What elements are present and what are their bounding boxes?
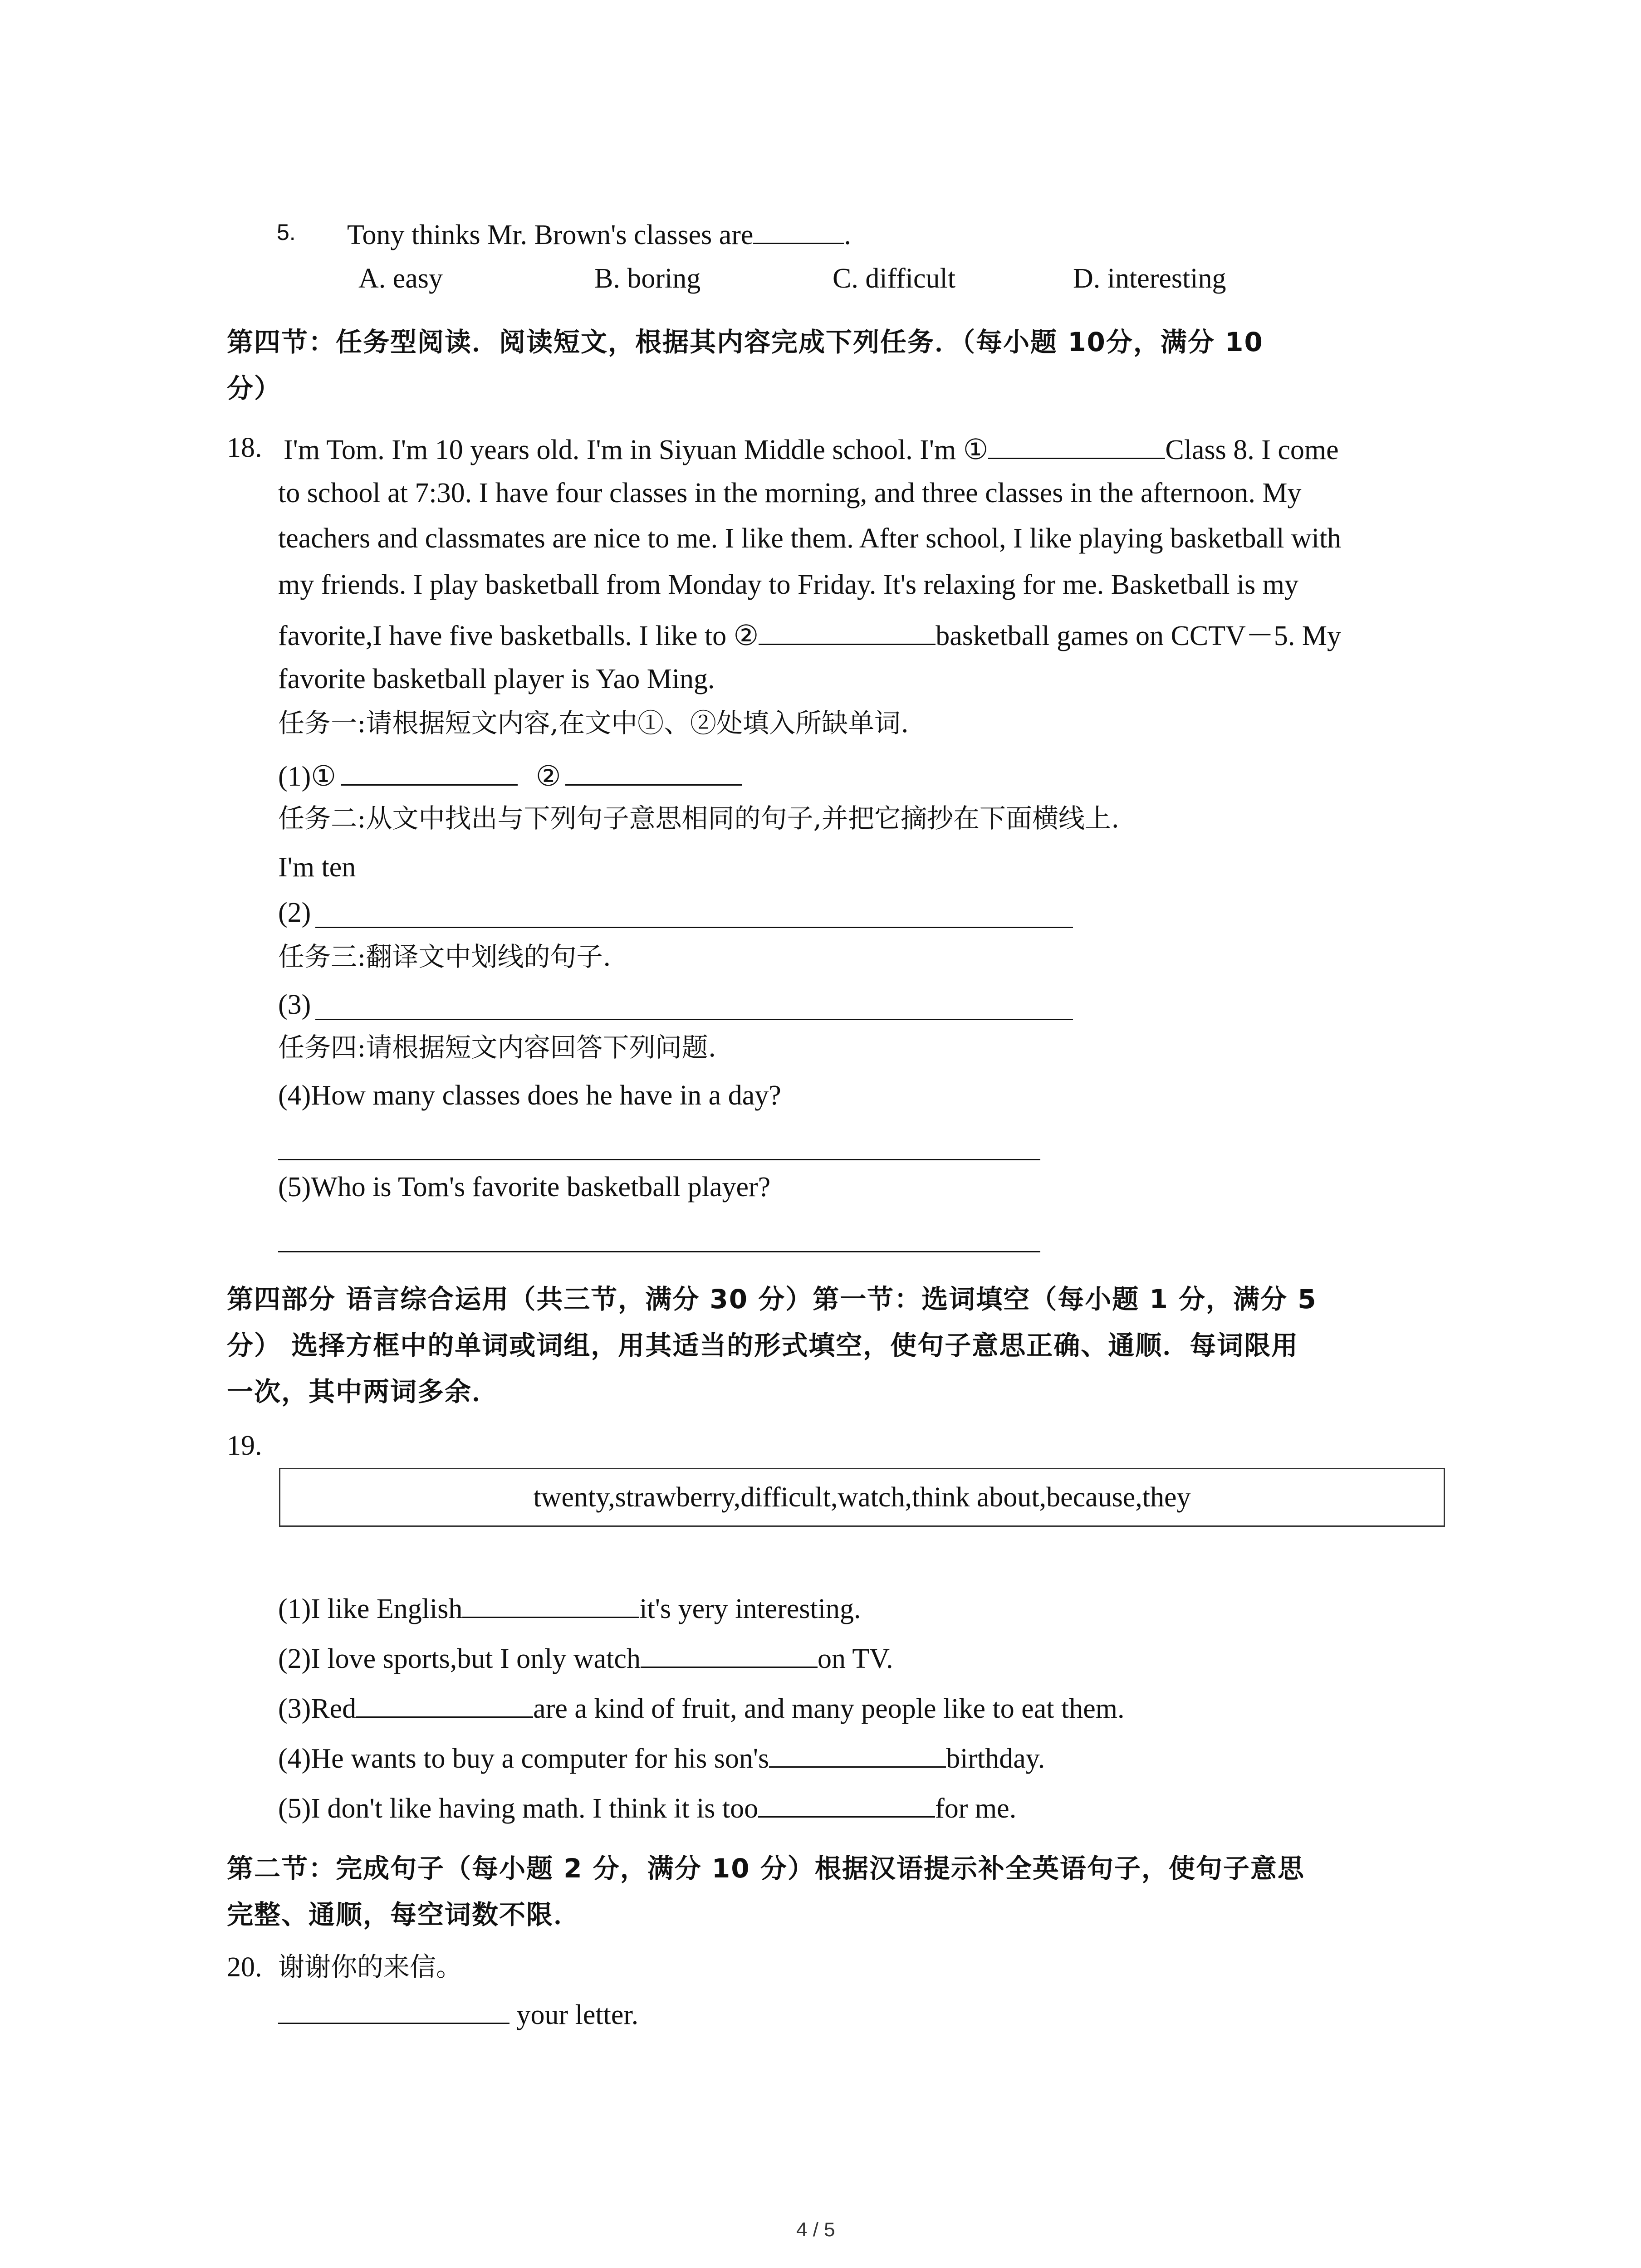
q19-item-4-text: (4)He wants to buy a computer for his son's bbox=[278, 1743, 769, 1774]
q5-number: 5. bbox=[277, 220, 296, 245]
q19-item-5 bbox=[278, 1789, 1016, 1825]
q19-item-3-blank[interactable] bbox=[356, 1690, 533, 1718]
q19-item-5-blank[interactable] bbox=[758, 1789, 935, 1818]
task4-question-4: (4)How many classes does he have in a day? bbox=[278, 1080, 781, 1111]
q18-passage-line5 bbox=[278, 617, 1341, 653]
task1-label-1: (1)① bbox=[278, 761, 336, 792]
task2-sentence: I'm ten bbox=[278, 852, 356, 883]
q19-item-2-end: on TV. bbox=[817, 1643, 893, 1674]
q5-option-a[interactable]: A. easy bbox=[358, 263, 443, 294]
q19-item-4 bbox=[278, 1740, 1045, 1775]
word-box bbox=[279, 1468, 1445, 1527]
q20-number: 20. bbox=[227, 1952, 262, 1983]
section4-heading-line1: 第四节：任务型阅读．阅读短文，根据其内容完成下列任务．（每小题 10分，满分 10 bbox=[227, 327, 1264, 357]
q19-item-2-text: (2)I love sports,but I only watch bbox=[278, 1643, 641, 1674]
blank-2[interactable] bbox=[759, 617, 936, 645]
task1-instruction: 任务一:请根据短文内容,在文中①、②处填入所缺单词. bbox=[278, 708, 909, 738]
q18-passage-line2: to school at 7:30. I have four classes in the morning, and three classes in the afternoon. My bbox=[278, 478, 1302, 508]
q19-item-4-blank[interactable] bbox=[769, 1740, 946, 1768]
task4-answer-line-4[interactable] bbox=[278, 1159, 1040, 1160]
task2-label: (2) bbox=[278, 897, 311, 928]
task3-answer-line[interactable] bbox=[315, 1019, 1073, 1020]
q18-number: 18. bbox=[227, 432, 262, 463]
q18-passage-line6: favorite basketball player is Yao Ming. bbox=[278, 664, 715, 694]
task4-instruction: 任务四:请根据短文内容回答下列问题. bbox=[278, 1032, 716, 1063]
q18-line1-end: Class 8. I come bbox=[1165, 434, 1339, 465]
q5-option-c[interactable]: C. difficult bbox=[833, 263, 955, 294]
task4-answer-line-5[interactable] bbox=[278, 1251, 1040, 1252]
task3-label: (3) bbox=[278, 989, 311, 1020]
section2-heading-line1: 第二节：完成句子（每小题 2 分，满分 10 分）根据汉语提示补全英语句子，使句子意思 bbox=[227, 1853, 1305, 1884]
q19-item-1-end: it's yery interesting. bbox=[639, 1593, 861, 1624]
q5-answer-blank[interactable] bbox=[753, 216, 844, 244]
q18-passage-line3: teachers and classmates are nice to me. I like them. After school, I like playing basketball with bbox=[278, 523, 1342, 554]
part4-heading-line3: 一次，其中两词多余． bbox=[227, 1376, 500, 1407]
section4-heading-line2: 分） bbox=[227, 373, 282, 404]
q18-line1-text: I'm Tom. I'm 10 years old. I'm in Siyuan Middle school. I'm ① bbox=[284, 434, 989, 465]
q5-stem bbox=[347, 216, 851, 252]
q19-item-2 bbox=[278, 1640, 893, 1676]
q18-line5-text: favorite,I have five basketballs. I like to ② bbox=[278, 620, 759, 651]
q19-item-3-text: (3)Red bbox=[278, 1693, 357, 1724]
task4-question-5: (5)Who is Tom's favorite basketball player? bbox=[278, 1172, 771, 1202]
task1-answers bbox=[278, 758, 742, 793]
q20-answer-line bbox=[278, 1996, 638, 2032]
q19-item-1 bbox=[278, 1590, 861, 1626]
q19-number: 19. bbox=[227, 1430, 262, 1461]
q5-option-b[interactable]: B. boring bbox=[594, 263, 701, 294]
q19-item-5-text: (5)I don't like having math. I think it is too bbox=[278, 1793, 759, 1824]
q19-item-1-blank[interactable] bbox=[462, 1590, 639, 1618]
task1-label-2: ② bbox=[535, 761, 561, 792]
word-box-text: twenty,strawberry,difficult,watch,think about,because,they bbox=[533, 1481, 1191, 1513]
task2-instruction: 任务二:从文中找出与下列句子意思相同的句子,并把它摘抄在下面横线上. bbox=[278, 803, 1120, 834]
q5-stem-text: Tony thinks Mr. Brown's classes are bbox=[347, 219, 754, 250]
q18-passage-line4: my friends. I play basketball from Monday to Friday. It's relaxing for me. Basketball is my bbox=[278, 569, 1299, 600]
part4-heading-line1: 第四部分 语言综合运用（共三节，满分 30 分）第一节：选词填空（每小题 1 分，满分 5 bbox=[227, 1284, 1317, 1315]
task1-answer-2[interactable] bbox=[565, 758, 742, 786]
q19-item-1-text: (1)I like English bbox=[278, 1593, 463, 1624]
q20-chinese-prompt: 谢谢你的来信。 bbox=[278, 1951, 463, 1982]
section2-heading-line2: 完整、通顺，每空词数不限． bbox=[227, 1899, 581, 1930]
task2-answer-line[interactable] bbox=[315, 927, 1073, 928]
q19-item-2-blank[interactable] bbox=[641, 1640, 818, 1668]
q5-option-d[interactable]: D. interesting bbox=[1073, 263, 1226, 294]
part4-heading-line2: 分） 选择方框中的单词或词组，用其适当的形式填空，使句子意思正确、通顺．每词限用 bbox=[227, 1330, 1299, 1361]
q19-item-3-end: are a kind of fruit, and many people like to eat them. bbox=[533, 1693, 1125, 1724]
blank-1[interactable] bbox=[988, 431, 1165, 459]
q19-item-5-end: for me. bbox=[935, 1793, 1017, 1824]
q18-passage-line1 bbox=[284, 431, 1339, 467]
q19-item-4-end: birthday. bbox=[946, 1743, 1045, 1774]
q18-line5-end: basketball games on CCTV－5. My bbox=[936, 620, 1342, 651]
q5-stem-end: . bbox=[844, 219, 851, 250]
q20-answer-end: your letter. bbox=[509, 1999, 639, 2030]
q19-item-3 bbox=[278, 1690, 1124, 1725]
task3-instruction: 任务三:翻译文中划线的句子. bbox=[278, 941, 611, 972]
page-number: 4 / 5 bbox=[796, 2219, 835, 2241]
q20-answer-blank[interactable] bbox=[278, 1996, 509, 2024]
task1-answer-1[interactable] bbox=[341, 758, 518, 786]
